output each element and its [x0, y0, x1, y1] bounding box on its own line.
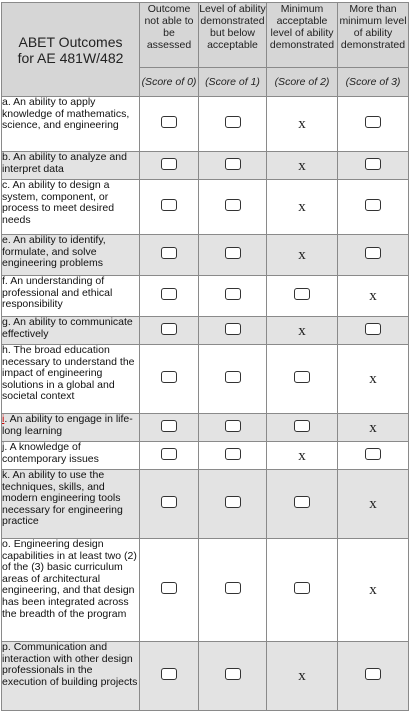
score-cell-2[interactable] [267, 414, 338, 442]
column-header-score-1: Level of ability demonstrated but below acceptable [199, 3, 267, 68]
checkbox-icon[interactable] [161, 496, 177, 508]
score-cell-0[interactable] [140, 152, 199, 180]
checkbox-icon[interactable] [161, 420, 177, 432]
score-cell-2[interactable] [267, 152, 338, 180]
score-cell-3[interactable] [338, 152, 409, 180]
outcome-row [2, 642, 409, 711]
checkbox-icon[interactable] [365, 199, 381, 211]
checkbox-icon[interactable] [365, 158, 381, 170]
checkbox-icon[interactable] [225, 158, 241, 170]
checkbox-icon[interactable] [365, 116, 381, 128]
checkbox-icon[interactable] [161, 288, 177, 300]
checkbox-icon[interactable] [294, 420, 310, 432]
x-mark: x [298, 247, 306, 263]
score-label-1: (Score of 1) [199, 68, 267, 97]
score-label-3: (Score of 3) [338, 68, 409, 97]
score-cell-2[interactable] [267, 470, 338, 539]
x-mark: x [369, 496, 377, 512]
outcome-text: An ability to design a system, component, or process to meet desired needs [2, 179, 115, 226]
score-cell-3[interactable] [338, 180, 409, 235]
outcome-letter: g. [2, 316, 11, 328]
score-cell-3[interactable] [338, 317, 409, 345]
outcome-letter: f. [2, 275, 8, 287]
outcome-text: An ability to identify, formulate, and solve engineering problems [2, 234, 106, 270]
score-cell-0[interactable] [140, 276, 199, 317]
outcome-row [2, 345, 409, 414]
title-line-2: for AE 481W/482 [17, 49, 124, 66]
checkbox-icon[interactable] [225, 199, 241, 211]
checkbox-icon[interactable] [161, 199, 177, 211]
score-cell-2[interactable] [267, 180, 338, 235]
checkbox-icon[interactable] [161, 448, 177, 460]
score-cell-3[interactable] [338, 442, 409, 470]
checkbox-icon[interactable] [225, 448, 241, 460]
outcome-row [2, 97, 409, 152]
score-cell-1[interactable] [199, 317, 267, 345]
checkbox-icon[interactable] [225, 420, 241, 432]
outcome-letter: k. [2, 469, 11, 481]
outcome-letter: j. [2, 441, 8, 453]
x-mark: x [298, 322, 306, 339]
outcome-text: Engineering design capabilities in at least two (2) of the (3) basic curriculum areas of architectural engineering, and that design has been integrated across the breadth of the program [2, 538, 137, 620]
outcome-row [2, 414, 409, 442]
checkbox-icon[interactable] [365, 323, 381, 335]
outcome-description [2, 642, 140, 711]
outcome-text: An ability to apply knowledge of mathematics, science, and engineering [2, 96, 130, 132]
checkbox-icon[interactable] [161, 116, 177, 128]
score-cell-0[interactable] [140, 345, 199, 414]
outcome-text: Communication and interaction with other design professionals in the execution of building projects [2, 641, 138, 688]
score-cell-3[interactable] [338, 470, 409, 539]
table-title [2, 3, 140, 97]
outcome-letter: c. [2, 179, 11, 191]
outcome-letter: a. [2, 96, 11, 108]
score-cell-0[interactable] [140, 180, 199, 235]
score-label-0: (Score of 0) [140, 68, 199, 97]
checkbox-icon[interactable] [161, 247, 177, 259]
score-cell-3[interactable] [338, 235, 409, 276]
score-cell-2[interactable] [267, 235, 338, 276]
checkbox-icon[interactable] [365, 247, 381, 259]
checkbox-icon[interactable] [225, 668, 241, 680]
checkbox-icon[interactable] [161, 582, 177, 594]
outcome-text: An ability to use the techniques, skills, and modern engineering tools necessary for engineering practice [2, 469, 123, 528]
score-cell-0[interactable] [140, 97, 199, 152]
outcome-description [2, 180, 140, 235]
outcome-letter: h. [2, 344, 11, 356]
outcome-row [2, 180, 409, 235]
score-cell-2[interactable] [267, 276, 338, 317]
checkbox-icon[interactable] [225, 371, 241, 383]
title-line-1: ABET Outcomes [18, 33, 123, 50]
outcome-row [2, 152, 409, 180]
rubric-body [2, 97, 409, 711]
outcome-text: An ability to communicate effectively [2, 316, 133, 340]
score-cell-2[interactable] [267, 97, 338, 152]
score-cell-3[interactable] [338, 276, 409, 317]
outcome-description [2, 317, 140, 345]
column-header-score-3: More than minimum level of ability demonstrated [338, 3, 409, 68]
score-cell-2[interactable] [267, 539, 338, 642]
score-cell-1[interactable] [199, 414, 267, 442]
outcome-letter: o. [2, 538, 11, 550]
score-cell-1[interactable] [199, 539, 267, 642]
x-mark: x [298, 199, 306, 215]
column-header-score-2: Minimum acceptable level of ability demonstrated [267, 3, 338, 68]
score-cell-2[interactable] [267, 442, 338, 470]
checkbox-icon[interactable] [161, 323, 177, 335]
header-row [2, 3, 409, 68]
x-mark: x [298, 447, 306, 464]
score-cell-0[interactable] [140, 442, 199, 470]
outcome-letter: b. [2, 151, 11, 163]
outcome-letter: i [2, 413, 5, 425]
checkbox-icon[interactable] [225, 582, 241, 594]
outcome-description [2, 276, 140, 317]
checkbox-icon[interactable] [294, 582, 310, 594]
abet-rubric-table [1, 2, 409, 711]
outcome-description [2, 414, 140, 442]
outcome-row [2, 235, 409, 276]
score-cell-2[interactable] [267, 317, 338, 345]
outcome-text: An ability to engage in life-long learning [2, 413, 133, 437]
score-cell-3[interactable] [338, 539, 409, 642]
outcome-description [2, 345, 140, 414]
score-cell-2[interactable] [267, 642, 338, 711]
outcome-text: The broad education necessary to understand the impact of engineering solutions in a global and societal context [2, 344, 135, 403]
outcome-text: A knowledge of contemporary issues [2, 441, 99, 465]
outcome-letter: p. [2, 641, 11, 653]
score-cell-1[interactable] [199, 180, 267, 235]
score-cell-1[interactable] [199, 345, 267, 414]
outcome-row [2, 539, 409, 642]
score-cell-0[interactable] [140, 642, 199, 711]
score-cell-3[interactable] [338, 345, 409, 414]
checkbox-icon[interactable] [225, 323, 241, 335]
checkbox-icon[interactable] [161, 668, 177, 680]
outcome-letter-suffix: . [4, 413, 8, 425]
x-mark: x [369, 288, 377, 304]
checkbox-icon[interactable] [365, 668, 381, 680]
checkbox-icon[interactable] [294, 371, 310, 383]
outcome-description [2, 235, 140, 276]
x-mark: x [298, 157, 306, 174]
checkbox-icon[interactable] [225, 116, 241, 128]
score-cell-3[interactable] [338, 414, 409, 442]
checkbox-icon[interactable] [225, 288, 241, 300]
outcome-description [2, 470, 140, 539]
score-cell-0[interactable] [140, 235, 199, 276]
outcome-text: An understanding of professional and ethical responsibility [2, 275, 113, 311]
checkbox-icon[interactable] [225, 247, 241, 259]
score-cell-0[interactable] [140, 470, 199, 539]
score-cell-1[interactable] [199, 235, 267, 276]
score-cell-3[interactable] [338, 97, 409, 152]
score-cell-1[interactable] [199, 152, 267, 180]
outcome-letter: e. [2, 234, 11, 246]
score-cell-0[interactable] [140, 317, 199, 345]
score-cell-0[interactable] [140, 539, 199, 642]
x-mark: x [298, 668, 306, 684]
outcome-row [2, 317, 409, 345]
score-cell-3[interactable] [338, 642, 409, 711]
outcome-text: An ability to analyze and interpret data [2, 151, 127, 175]
outcome-description [2, 442, 140, 470]
x-mark: x [369, 582, 377, 598]
outcome-description [2, 152, 140, 180]
checkbox-icon[interactable] [161, 371, 177, 383]
x-mark: x [369, 419, 377, 436]
score-cell-2[interactable] [267, 345, 338, 414]
x-mark: x [369, 371, 377, 387]
score-cell-1[interactable] [199, 442, 267, 470]
outcome-description [2, 539, 140, 642]
checkbox-icon[interactable] [294, 496, 310, 508]
column-header-score-0: Outcome not able to be assessed [140, 3, 199, 68]
outcome-row [2, 276, 409, 317]
checkbox-icon[interactable] [294, 288, 310, 300]
score-cell-1[interactable] [199, 97, 267, 152]
outcome-row [2, 442, 409, 470]
x-mark: x [298, 116, 306, 132]
outcome-row [2, 470, 409, 539]
checkbox-icon[interactable] [225, 496, 241, 508]
score-cell-0[interactable] [140, 414, 199, 442]
score-cell-1[interactable] [199, 642, 267, 711]
outcome-description [2, 97, 140, 152]
checkbox-icon[interactable] [365, 448, 381, 460]
score-cell-1[interactable] [199, 470, 267, 539]
score-label-2: (Score of 2) [267, 68, 338, 97]
score-cell-1[interactable] [199, 276, 267, 317]
checkbox-icon[interactable] [161, 158, 177, 170]
